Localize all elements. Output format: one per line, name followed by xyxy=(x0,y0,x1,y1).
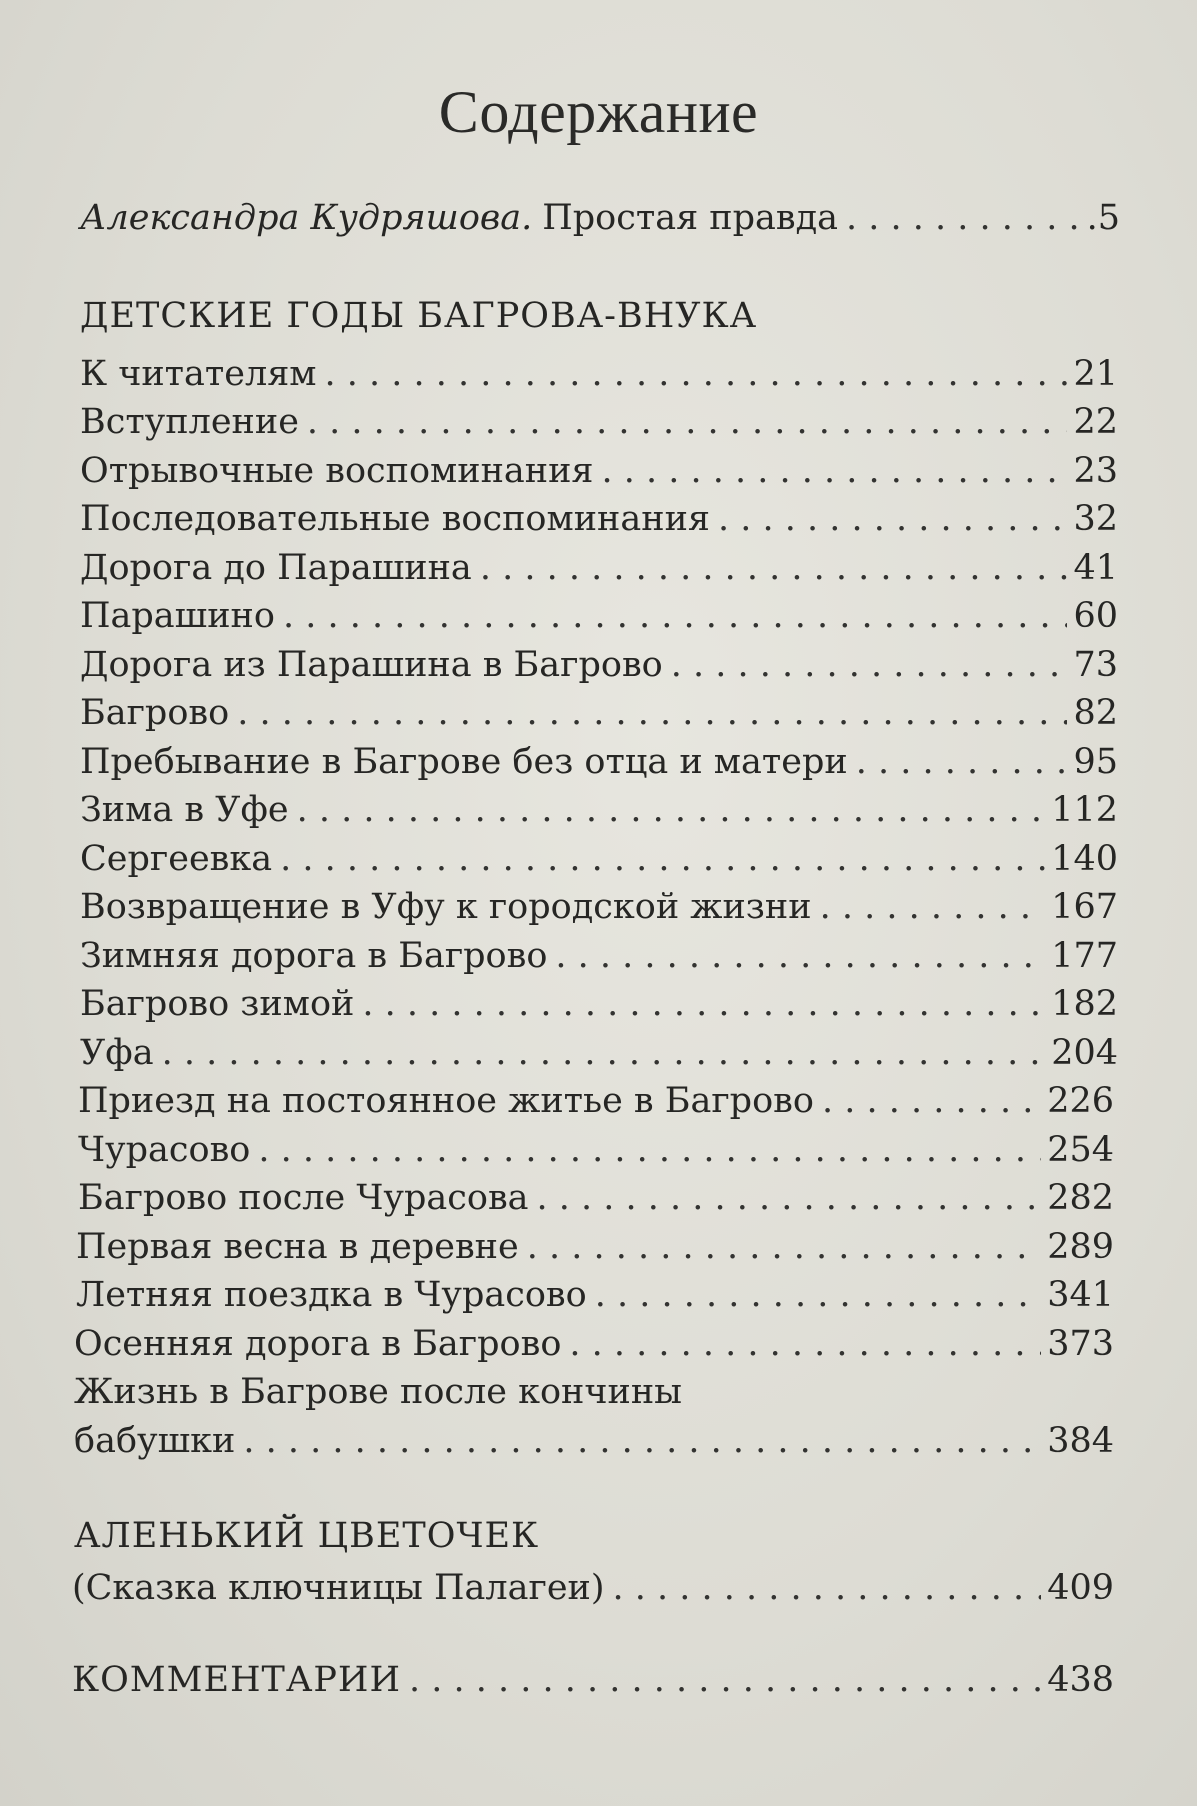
entry-title: К читателям xyxy=(80,354,317,394)
toc-entry[interactable] xyxy=(80,643,1118,687)
dot-leader xyxy=(527,1225,1041,1269)
toc-entry[interactable] xyxy=(78,1079,1114,1123)
entry-title: Пребывание в Багрове без отца и матери xyxy=(80,742,848,782)
entry-title: Летняя поездка в Чурасово xyxy=(76,1275,587,1315)
dot-leader xyxy=(258,1128,1041,1172)
dot-leader xyxy=(602,449,1068,493)
entry-title: Приезд на постоянное житье в Багрово xyxy=(78,1081,814,1121)
entry-title: Багрово после Чурасова xyxy=(78,1178,529,1218)
page-number: 73 xyxy=(1073,645,1118,685)
dot-leader xyxy=(846,196,1081,240)
toc-entry[interactable] xyxy=(78,1128,1114,1172)
page-number: 182 xyxy=(1051,984,1118,1024)
entry-title: Зимняя дорога в Багрово xyxy=(80,936,548,976)
entry-title: Дорога из Парашина в Багрово xyxy=(80,645,663,685)
page-number: 60 xyxy=(1073,596,1118,636)
toc-entry[interactable] xyxy=(80,740,1118,784)
entry-title: Уфа xyxy=(80,1033,154,1073)
dot-leader xyxy=(555,934,1045,978)
dot-leader xyxy=(325,352,1068,396)
toc-entry[interactable] xyxy=(80,400,1118,444)
toc-entry[interactable] xyxy=(80,546,1118,590)
page-number: 167 xyxy=(1051,887,1118,927)
entry-title: Парашино xyxy=(80,596,275,636)
intro-title: Простая правда xyxy=(542,198,839,238)
entry-title: Осенняя дорога в Багрово xyxy=(74,1324,562,1364)
entry-title: Багрово xyxy=(80,693,230,733)
dot-leader xyxy=(671,643,1068,687)
page-title: Содержание xyxy=(438,79,759,145)
dot-leader xyxy=(820,885,1046,929)
page-number: 341 xyxy=(1047,1275,1114,1315)
dot-leader xyxy=(537,1176,1042,1220)
toc-entry[interactable] xyxy=(80,352,1118,396)
dot-leader xyxy=(569,1322,1041,1366)
entry-title: Возвращение в Уфу к городской жизни xyxy=(80,887,812,927)
toc-entry[interactable] xyxy=(80,691,1118,735)
entry-title-line1: Жизнь в Багрове после кончины xyxy=(74,1372,683,1412)
entry-title: Вступление xyxy=(80,402,299,442)
dot-leader xyxy=(856,740,1068,784)
dot-leader xyxy=(595,1273,1041,1317)
toc-entry[interactable] xyxy=(80,497,1118,541)
dot-leader xyxy=(297,788,1046,832)
dot-leader xyxy=(822,1079,1041,1123)
entry-title: Дорога до Парашина xyxy=(80,548,472,588)
toc-entry-intro[interactable] xyxy=(80,196,1120,240)
toc-entry[interactable] xyxy=(80,449,1118,493)
toc-entry[interactable] xyxy=(80,594,1118,638)
page-number: 95 xyxy=(1073,742,1118,782)
dot-leader xyxy=(283,594,1068,638)
page-number: 21 xyxy=(1073,354,1118,394)
page-number: 204 xyxy=(1051,1033,1118,1073)
entry-title-line2: бабушки xyxy=(74,1421,236,1461)
page-number: .5 xyxy=(1086,198,1120,238)
page-number: 82 xyxy=(1073,693,1118,733)
toc-entry[interactable] xyxy=(80,837,1118,881)
page-number: 23 xyxy=(1073,451,1118,491)
entry-title: Багрово зимой xyxy=(80,984,355,1024)
toc-entry-comments[interactable] xyxy=(72,1658,1114,1702)
entry-title: Чурасово xyxy=(78,1130,251,1170)
dot-leader xyxy=(243,1419,1041,1463)
dot-leader xyxy=(362,982,1045,1026)
page-number: 226 xyxy=(1047,1081,1114,1121)
toc-entry[interactable] xyxy=(74,1322,1114,1366)
dot-leader xyxy=(613,1566,1042,1610)
toc-entry[interactable] xyxy=(74,1419,1114,1463)
entry-title: Первая весна в деревне xyxy=(76,1227,519,1267)
toc-entry[interactable] xyxy=(76,1225,1114,1269)
toc-entry[interactable] xyxy=(80,788,1118,832)
page-number: 22 xyxy=(1073,402,1118,442)
page-number: 289 xyxy=(1047,1227,1114,1267)
intro-author: Александра Кудряшова. xyxy=(80,198,533,238)
entry-title: (Сказка ключницы Палагеи) xyxy=(72,1568,605,1608)
page-number: 438 xyxy=(1047,1660,1114,1700)
page-number: 373 xyxy=(1047,1324,1114,1364)
dot-leader xyxy=(307,400,1068,444)
page-number: 140 xyxy=(1051,839,1118,879)
entry-title: Зима в Уфе xyxy=(80,790,289,830)
toc-entry[interactable] xyxy=(80,982,1118,1026)
toc-entry[interactable] xyxy=(72,1566,1114,1610)
page-number: 254 xyxy=(1047,1130,1114,1170)
dot-leader xyxy=(480,546,1068,590)
section-heading-comments: КОММЕНТАРИИ xyxy=(72,1660,401,1700)
toc-entry[interactable] xyxy=(80,885,1118,929)
page-number: 409 xyxy=(1047,1568,1114,1608)
dot-leader xyxy=(162,1031,1046,1075)
page-number: 41 xyxy=(1073,548,1118,588)
dot-leader xyxy=(718,497,1067,541)
dot-leader xyxy=(280,837,1045,881)
page-number: 177 xyxy=(1051,936,1118,976)
toc-entry[interactable] xyxy=(80,934,1118,978)
toc-entry[interactable] xyxy=(76,1273,1114,1317)
entry-title: Последовательные воспоминания xyxy=(80,499,710,539)
page-number: 32 xyxy=(1073,499,1118,539)
section-heading-flower: АЛЕНЬКИЙ ЦВЕТОЧЕК xyxy=(74,1516,540,1556)
page-number: 384 xyxy=(1047,1421,1114,1461)
dot-leader xyxy=(237,691,1067,735)
toc-entry[interactable] xyxy=(78,1176,1114,1220)
entry-title: Отрывочные воспоминания xyxy=(80,451,594,491)
entry-title: Сергеевка xyxy=(80,839,273,879)
page-number: 282 xyxy=(1047,1178,1114,1218)
dot-leader xyxy=(409,1658,1041,1702)
page-number: 112 xyxy=(1051,790,1118,830)
section-heading-childhood: ДЕТСКИЕ ГОДЫ БАГРОВА-ВНУКА xyxy=(80,296,758,336)
toc-entry[interactable] xyxy=(80,1031,1118,1075)
